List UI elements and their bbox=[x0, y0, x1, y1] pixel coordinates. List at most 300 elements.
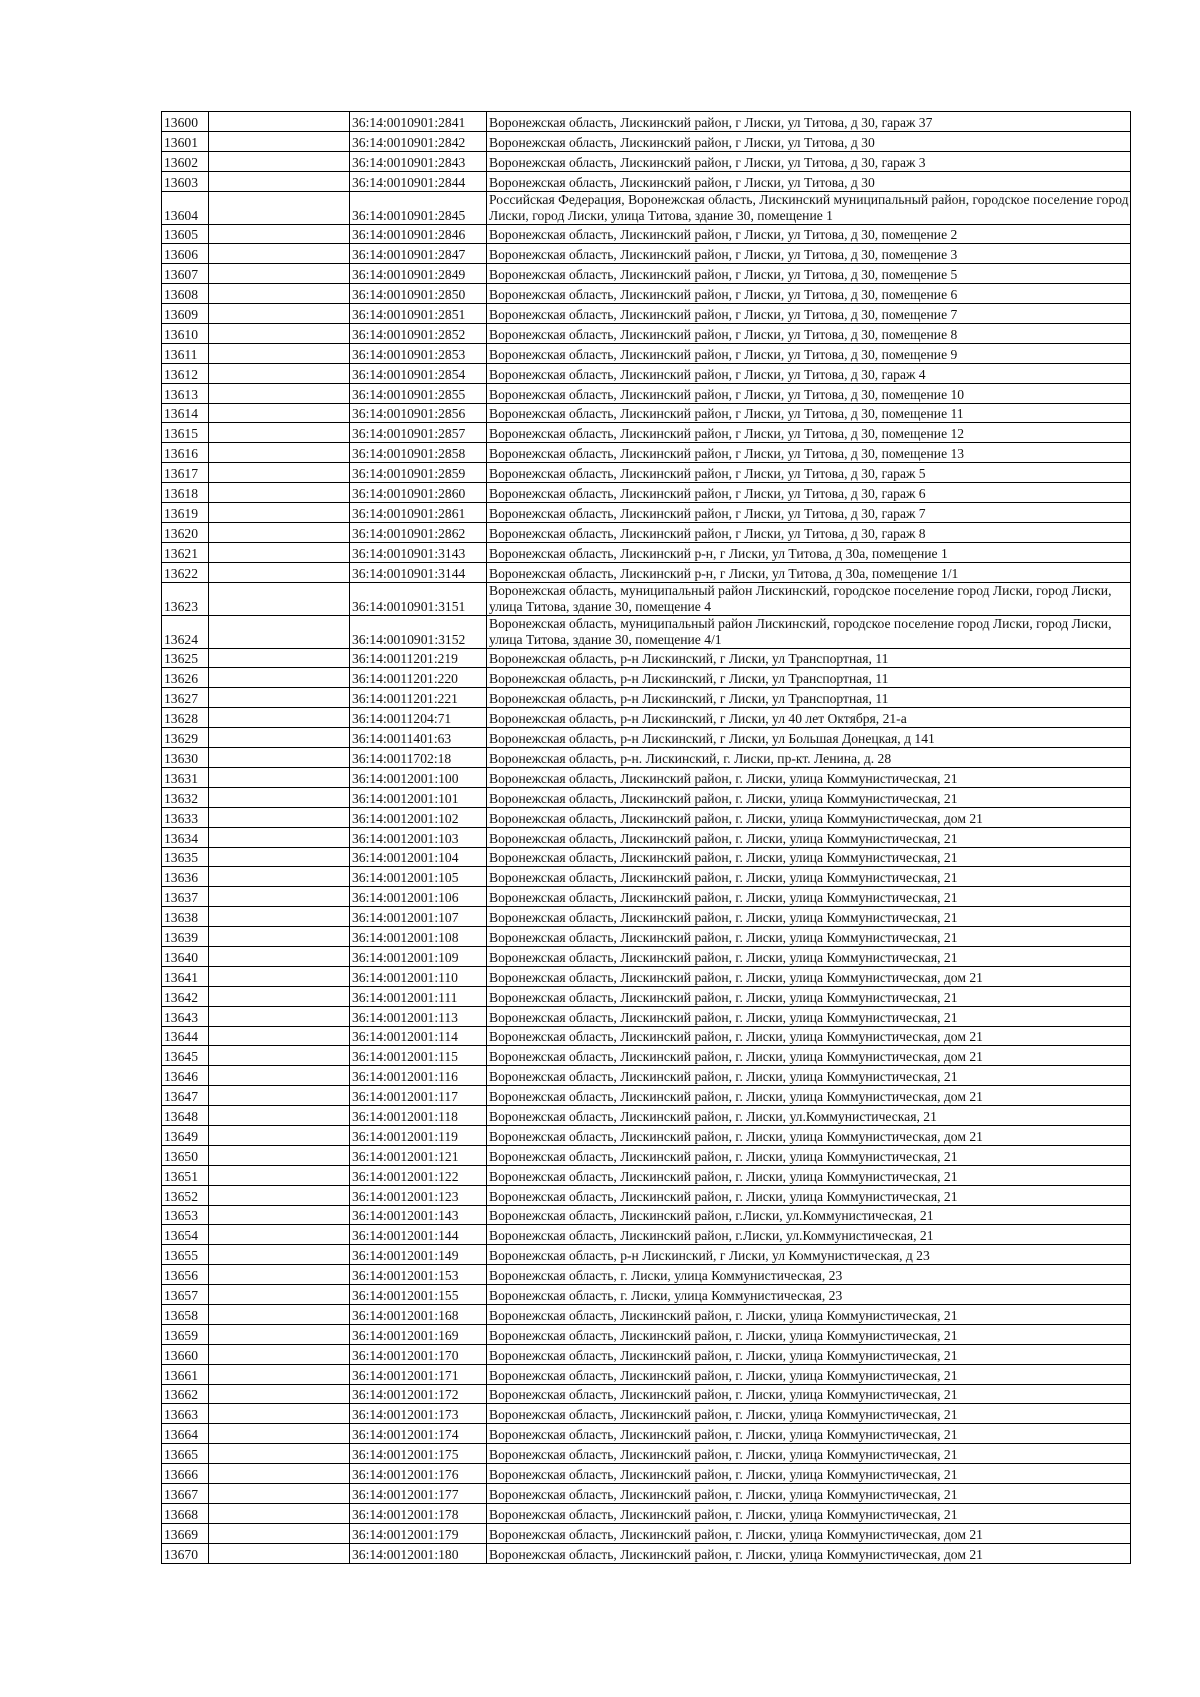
cadastral-number-cell: 36:14:0012001:155 bbox=[350, 1285, 487, 1305]
cadastral-number-cell: 36:14:0010901:2842 bbox=[350, 131, 487, 151]
table-row bbox=[162, 403, 1131, 423]
cadastral-number-cell: 36:14:0010901:2856 bbox=[350, 403, 487, 423]
table-row bbox=[162, 1285, 1131, 1305]
table-row bbox=[162, 668, 1131, 688]
row-number-cell: 13650 bbox=[162, 1145, 209, 1165]
address-cell: Воронежская область, Лискинский район, г. Лиски, улица Коммунистическая, 21 bbox=[487, 887, 1131, 907]
table-row bbox=[162, 423, 1131, 443]
table-row bbox=[162, 582, 1131, 615]
table-row bbox=[162, 1484, 1131, 1504]
row-number-cell: 13622 bbox=[162, 562, 209, 582]
row-number-cell: 13619 bbox=[162, 503, 209, 523]
table-row bbox=[162, 131, 1131, 151]
blank-cell bbox=[209, 1066, 350, 1086]
address-cell: Воронежская область, Лискинский район, г. Лиски, ул.Коммунистическая, 21 bbox=[487, 1106, 1131, 1126]
table-row bbox=[162, 1225, 1131, 1245]
table-row bbox=[162, 748, 1131, 768]
address-cell: Воронежская область, Лискинский район, г Лиски, ул Титова, д 30, гараж 7 bbox=[487, 503, 1131, 523]
blank-cell bbox=[209, 363, 350, 383]
address-cell: Воронежская область, Лискинский район, г Лиски, ул Титова, д 30, помещение 3 bbox=[487, 244, 1131, 264]
address-cell: Воронежская область, Лискинский район, г. Лиски, улица Коммунистическая, 21 bbox=[487, 1344, 1131, 1364]
table-row bbox=[162, 986, 1131, 1006]
blank-cell bbox=[209, 1185, 350, 1205]
row-number-cell: 13643 bbox=[162, 1006, 209, 1026]
address-cell: Воронежская область, Лискинский район, г. Лиски, улица Коммунистическая, 21 bbox=[487, 1464, 1131, 1484]
row-number-cell: 13631 bbox=[162, 767, 209, 787]
blank-cell bbox=[209, 1245, 350, 1265]
row-number-cell: 13668 bbox=[162, 1503, 209, 1523]
address-cell: Воронежская область, Лискинский район, г Лиски, ул Титова, д 30, помещение 5 bbox=[487, 264, 1131, 284]
address-cell: Воронежская область, Лискинский район, г. Лиски, улица Коммунистическая, 21 bbox=[487, 907, 1131, 927]
blank-cell bbox=[209, 423, 350, 443]
table-row bbox=[162, 1086, 1131, 1106]
row-number-cell: 13613 bbox=[162, 383, 209, 403]
address-cell: Воронежская область, Лискинский район, г. Лиски, улица Коммунистическая, 21 bbox=[487, 1404, 1131, 1424]
table-row bbox=[162, 324, 1131, 344]
blank-cell bbox=[209, 1265, 350, 1285]
row-number-cell: 13623 bbox=[162, 582, 209, 615]
row-number-cell: 13635 bbox=[162, 847, 209, 867]
cadastral-number-cell: 36:14:0010901:2843 bbox=[350, 151, 487, 171]
address-cell: Воронежская область, Лискинский район, г. Лиски, улица Коммунистическая, 21 bbox=[487, 767, 1131, 787]
blank-cell bbox=[209, 264, 350, 284]
row-number-cell: 13608 bbox=[162, 284, 209, 304]
address-cell: Воронежская область, муниципальный район Лискинский, городское поселение город Лиски, город Лиски, улица Титова, здание 30, помещение 4/1 bbox=[487, 615, 1131, 648]
address-cell: Воронежская область, Лискинский район, г. Лиски, улица Коммунистическая, 21 bbox=[487, 1484, 1131, 1504]
address-cell: Воронежская область, Лискинский район, г. Лиски, улица Коммунистическая, 21 bbox=[487, 1185, 1131, 1205]
address-cell: Воронежская область, Лискинский район, г Лиски, ул Титова, д 30, гараж 3 bbox=[487, 151, 1131, 171]
cadastral-number-cell: 36:14:0012001:123 bbox=[350, 1185, 487, 1205]
cadastral-number-cell: 36:14:0012001:108 bbox=[350, 927, 487, 947]
table-row bbox=[162, 1145, 1131, 1165]
cadastral-number-cell: 36:14:0012001:179 bbox=[350, 1523, 487, 1543]
address-cell: Воронежская область, Лискинский район, г. Лиски, улица Коммунистическая, 21 bbox=[487, 1165, 1131, 1185]
table-row bbox=[162, 927, 1131, 947]
row-number-cell: 13605 bbox=[162, 224, 209, 244]
table-row bbox=[162, 1106, 1131, 1126]
blank-cell bbox=[209, 483, 350, 503]
blank-cell bbox=[209, 1304, 350, 1324]
cadastral-number-cell: 36:14:0012001:149 bbox=[350, 1245, 487, 1265]
table-row bbox=[162, 1324, 1131, 1344]
table-row bbox=[162, 1026, 1131, 1046]
cadastral-number-cell: 36:14:0010901:2854 bbox=[350, 363, 487, 383]
row-number-cell: 13614 bbox=[162, 403, 209, 423]
blank-cell bbox=[209, 542, 350, 562]
table-row bbox=[162, 1543, 1131, 1563]
blank-cell bbox=[209, 1543, 350, 1563]
row-number-cell: 13669 bbox=[162, 1523, 209, 1543]
blank-cell bbox=[209, 688, 350, 708]
address-cell: Воронежская область, Лискинский район, г. Лиски, улица Коммунистическая, дом 21 bbox=[487, 1523, 1131, 1543]
blank-cell bbox=[209, 1026, 350, 1046]
cadastral-number-cell: 36:14:0010901:3143 bbox=[350, 542, 487, 562]
cadastral-number-cell: 36:14:0010901:3151 bbox=[350, 582, 487, 615]
row-number-cell: 13612 bbox=[162, 363, 209, 383]
blank-cell bbox=[209, 1046, 350, 1066]
table-row bbox=[162, 1404, 1131, 1424]
row-number-cell: 13653 bbox=[162, 1205, 209, 1225]
cadastral-number-cell: 36:14:0012001:110 bbox=[350, 966, 487, 986]
cadastral-number-cell: 36:14:0012001:114 bbox=[350, 1026, 487, 1046]
address-cell: Воронежская область, р-н Лискинский, г Лиски, ул Коммунистическая, д 23 bbox=[487, 1245, 1131, 1265]
row-number-cell: 13633 bbox=[162, 807, 209, 827]
cadastral-number-cell: 36:14:0012001:101 bbox=[350, 787, 487, 807]
cadastral-number-cell: 36:14:0012001:170 bbox=[350, 1344, 487, 1364]
cadastral-number-cell: 36:14:0010901:2851 bbox=[350, 304, 487, 324]
table-row bbox=[162, 887, 1131, 907]
blank-cell bbox=[209, 986, 350, 1006]
address-cell: Воронежская область, Лискинский район, г Лиски, ул Титова, д 30, гараж 37 bbox=[487, 112, 1131, 132]
table-row bbox=[162, 688, 1131, 708]
row-number-cell: 13636 bbox=[162, 867, 209, 887]
row-number-cell: 13626 bbox=[162, 668, 209, 688]
address-cell: Воронежская область, Лискинский район, г. Лиски, улица Коммунистическая, дом 21 bbox=[487, 807, 1131, 827]
blank-cell bbox=[209, 1324, 350, 1344]
address-cell: Воронежская область, Лискинский р-н, г Лиски, ул Титова, д 30а, помещение 1 bbox=[487, 542, 1131, 562]
blank-cell bbox=[209, 171, 350, 191]
address-cell: Воронежская область, Лискинский район, г Лиски, ул Титова, д 30, гараж 5 bbox=[487, 463, 1131, 483]
row-number-cell: 13665 bbox=[162, 1444, 209, 1464]
address-cell: Воронежская область, Лискинский район, г Лиски, ул Титова, д 30, гараж 8 bbox=[487, 522, 1131, 542]
table-row bbox=[162, 1205, 1131, 1225]
cadastral-number-cell: 36:14:0010901:2850 bbox=[350, 284, 487, 304]
blank-cell bbox=[209, 748, 350, 768]
address-cell: Воронежская область, Лискинский район, г. Лиски, улица Коммунистическая, 21 bbox=[487, 1324, 1131, 1344]
blank-cell bbox=[209, 1484, 350, 1504]
row-number-cell: 13654 bbox=[162, 1225, 209, 1245]
address-cell: Воронежская область, Лискинский район, г. Лиски, улица Коммунистическая, 21 bbox=[487, 946, 1131, 966]
address-cell: Воронежская область, Лискинский район, г. Лиски, улица Коммунистическая, 21 bbox=[487, 847, 1131, 867]
cadastral-number-cell: 36:14:0010901:2862 bbox=[350, 522, 487, 542]
blank-cell bbox=[209, 1503, 350, 1523]
row-number-cell: 13616 bbox=[162, 443, 209, 463]
table-row bbox=[162, 1424, 1131, 1444]
table-row bbox=[162, 1304, 1131, 1324]
table-row bbox=[162, 1384, 1131, 1404]
row-number-cell: 13644 bbox=[162, 1026, 209, 1046]
table-row bbox=[162, 1006, 1131, 1026]
table-row bbox=[162, 767, 1131, 787]
blank-cell bbox=[209, 112, 350, 132]
table-row bbox=[162, 304, 1131, 324]
cadastral-number-cell: 36:14:0012001:180 bbox=[350, 1543, 487, 1563]
blank-cell bbox=[209, 522, 350, 542]
blank-cell bbox=[209, 443, 350, 463]
table-row bbox=[162, 1523, 1131, 1543]
row-number-cell: 13660 bbox=[162, 1344, 209, 1364]
cadastral-number-cell: 36:14:0010901:2841 bbox=[350, 112, 487, 132]
address-cell: Воронежская область, Лискинский район, г. Лиски, улица Коммунистическая, 21 bbox=[487, 787, 1131, 807]
table-row bbox=[162, 1444, 1131, 1464]
address-cell: Воронежская область, Лискинский район, г Лиски, ул Титова, д 30, помещение 9 bbox=[487, 343, 1131, 363]
table-row bbox=[162, 171, 1131, 191]
table-row bbox=[162, 728, 1131, 748]
address-cell: Воронежская область, Лискинский район, г Лиски, ул Титова, д 30, помещение 8 bbox=[487, 324, 1131, 344]
cadastral-number-cell: 36:14:0012001:171 bbox=[350, 1364, 487, 1384]
row-number-cell: 13630 bbox=[162, 748, 209, 768]
row-number-cell: 13637 bbox=[162, 887, 209, 907]
address-cell: Воронежская область, Лискинский район, г Лиски, ул Титова, д 30, помещение 7 bbox=[487, 304, 1131, 324]
cadastral-number-cell: 36:14:0012001:174 bbox=[350, 1424, 487, 1444]
table-row bbox=[162, 1185, 1131, 1205]
cadastral-number-cell: 36:14:0012001:117 bbox=[350, 1086, 487, 1106]
blank-cell bbox=[209, 827, 350, 847]
table-row bbox=[162, 907, 1131, 927]
address-cell: Воронежская область, Лискинский район, г. Лиски, улица Коммунистическая, дом 21 bbox=[487, 1543, 1131, 1563]
blank-cell bbox=[209, 1344, 350, 1364]
row-number-cell: 13601 bbox=[162, 131, 209, 151]
row-number-cell: 13642 bbox=[162, 986, 209, 1006]
table-row bbox=[162, 807, 1131, 827]
row-number-cell: 13646 bbox=[162, 1066, 209, 1086]
blank-cell bbox=[209, 648, 350, 668]
cadastral-number-cell: 36:14:0012001:175 bbox=[350, 1444, 487, 1464]
table-row bbox=[162, 648, 1131, 668]
address-cell: Воронежская область, р-н Лискинский, г Лиски, ул Транспортная, 11 bbox=[487, 648, 1131, 668]
address-cell: Воронежская область, Лискинский район, г. Лиски, улица Коммунистическая, 21 bbox=[487, 1384, 1131, 1404]
address-cell: Воронежская область, Лискинский район, г. Лиски, улица Коммунистическая, дом 21 bbox=[487, 1125, 1131, 1145]
address-cell: Воронежская область, Лискинский район, г. Лиски, улица Коммунистическая, дом 21 bbox=[487, 966, 1131, 986]
table-row bbox=[162, 847, 1131, 867]
table-row bbox=[162, 615, 1131, 648]
table-row bbox=[162, 946, 1131, 966]
blank-cell bbox=[209, 284, 350, 304]
blank-cell bbox=[209, 907, 350, 927]
table-row bbox=[162, 483, 1131, 503]
address-cell: Воронежская область, р-н Лискинский, г Лиски, ул 40 лет Октября, 21-а bbox=[487, 708, 1131, 728]
blank-cell bbox=[209, 787, 350, 807]
table-row bbox=[162, 343, 1131, 363]
table-row bbox=[162, 1344, 1131, 1364]
row-number-cell: 13604 bbox=[162, 191, 209, 224]
blank-cell bbox=[209, 767, 350, 787]
row-number-cell: 13658 bbox=[162, 1304, 209, 1324]
row-number-cell: 13670 bbox=[162, 1543, 209, 1563]
row-number-cell: 13657 bbox=[162, 1285, 209, 1305]
row-number-cell: 13640 bbox=[162, 946, 209, 966]
address-cell: Воронежская область, Лискинский район, г. Лиски, улица Коммунистическая, 21 bbox=[487, 1304, 1131, 1324]
address-cell: Воронежская область, Лискинский район, г.Лиски, ул.Коммунистическая, 21 bbox=[487, 1205, 1131, 1225]
row-number-cell: 13600 bbox=[162, 112, 209, 132]
row-number-cell: 13621 bbox=[162, 542, 209, 562]
row-number-cell: 13611 bbox=[162, 343, 209, 363]
blank-cell bbox=[209, 1404, 350, 1424]
address-cell: Воронежская область, Лискинский район, г. Лиски, улица Коммунистическая, 21 bbox=[487, 1066, 1131, 1086]
blank-cell bbox=[209, 131, 350, 151]
address-cell: Воронежская область, Лискинский район, г Лиски, ул Титова, д 30, помещение 10 bbox=[487, 383, 1131, 403]
row-number-cell: 13652 bbox=[162, 1185, 209, 1205]
address-cell: Российская Федерация, Воронежская область, Лискинский муниципальный район, городское поселение город Лиски, город Лиски, улица Титова, здание 30, помещение 1 bbox=[487, 191, 1131, 224]
blank-cell bbox=[209, 1006, 350, 1026]
cadastral-number-cell: 36:14:0010901:2844 bbox=[350, 171, 487, 191]
blank-cell bbox=[209, 463, 350, 483]
cadastral-number-cell: 36:14:0010901:2861 bbox=[350, 503, 487, 523]
address-cell: Воронежская область, Лискинский район, г Лиски, ул Титова, д 30, помещение 6 bbox=[487, 284, 1131, 304]
row-number-cell: 13664 bbox=[162, 1424, 209, 1444]
table-row bbox=[162, 867, 1131, 887]
table-row bbox=[162, 827, 1131, 847]
blank-cell bbox=[209, 224, 350, 244]
cadastral-number-cell: 36:14:0012001:111 bbox=[350, 986, 487, 1006]
table-row bbox=[162, 463, 1131, 483]
blank-cell bbox=[209, 1364, 350, 1384]
address-cell: Воронежская область, Лискинский район, г. Лиски, улица Коммунистическая, 21 bbox=[487, 927, 1131, 947]
cadastral-number-cell: 36:14:0012001:144 bbox=[350, 1225, 487, 1245]
registry-table-body bbox=[162, 112, 1131, 1564]
blank-cell bbox=[209, 1444, 350, 1464]
table-row bbox=[162, 503, 1131, 523]
blank-cell bbox=[209, 1464, 350, 1484]
cadastral-number-cell: 36:14:0012001:115 bbox=[350, 1046, 487, 1066]
blank-cell bbox=[209, 728, 350, 748]
table-row bbox=[162, 1165, 1131, 1185]
address-cell: Воронежская область, Лискинский район, г. Лиски, улица Коммунистическая, 21 bbox=[487, 1006, 1131, 1026]
row-number-cell: 13638 bbox=[162, 907, 209, 927]
row-number-cell: 13629 bbox=[162, 728, 209, 748]
blank-cell bbox=[209, 1165, 350, 1185]
blank-cell bbox=[209, 1125, 350, 1145]
address-cell: Воронежская область, г. Лиски, улица Коммунистическая, 23 bbox=[487, 1265, 1131, 1285]
row-number-cell: 13625 bbox=[162, 648, 209, 668]
blank-cell bbox=[209, 582, 350, 615]
table-row bbox=[162, 383, 1131, 403]
cadastral-number-cell: 36:14:0010901:2860 bbox=[350, 483, 487, 503]
row-number-cell: 13615 bbox=[162, 423, 209, 443]
address-cell: Воронежская область, Лискинский район, г Лиски, ул Титова, д 30, гараж 4 bbox=[487, 363, 1131, 383]
cadastral-number-cell: 36:14:0012001:109 bbox=[350, 946, 487, 966]
blank-cell bbox=[209, 191, 350, 224]
row-number-cell: 13639 bbox=[162, 927, 209, 947]
row-number-cell: 13603 bbox=[162, 171, 209, 191]
address-cell: Воронежская область, Лискинский район, г Лиски, ул Титова, д 30, гараж 6 bbox=[487, 483, 1131, 503]
blank-cell bbox=[209, 1145, 350, 1165]
cadastral-number-cell: 36:14:0012001:116 bbox=[350, 1066, 487, 1086]
table-row bbox=[162, 151, 1131, 171]
address-cell: Воронежская область, р-н Лискинский, г Лиски, ул Транспортная, 11 bbox=[487, 688, 1131, 708]
table-row bbox=[162, 787, 1131, 807]
cadastral-number-cell: 36:14:0010901:2858 bbox=[350, 443, 487, 463]
table-row bbox=[162, 112, 1131, 132]
row-number-cell: 13609 bbox=[162, 304, 209, 324]
row-number-cell: 13641 bbox=[162, 966, 209, 986]
row-number-cell: 13667 bbox=[162, 1484, 209, 1504]
blank-cell bbox=[209, 615, 350, 648]
address-cell: Воронежская область, Лискинский район, г.Лиски, ул.Коммунистическая, 21 bbox=[487, 1225, 1131, 1245]
blank-cell bbox=[209, 1523, 350, 1543]
cadastral-number-cell: 36:14:0011201:221 bbox=[350, 688, 487, 708]
table-row bbox=[162, 542, 1131, 562]
blank-cell bbox=[209, 927, 350, 947]
row-number-cell: 13662 bbox=[162, 1384, 209, 1404]
blank-cell bbox=[209, 668, 350, 688]
address-cell: Воронежская область, р-н Лискинский, г Лиски, ул Транспортная, 11 bbox=[487, 668, 1131, 688]
address-cell: Воронежская область, Лискинский район, г Лиски, ул Титова, д 30, помещение 2 bbox=[487, 224, 1131, 244]
cadastral-number-cell: 36:14:0012001:143 bbox=[350, 1205, 487, 1225]
cadastral-number-cell: 36:14:0011204:71 bbox=[350, 708, 487, 728]
address-cell: Воронежская область, Лискинский район, г. Лиски, улица Коммунистическая, 21 bbox=[487, 986, 1131, 1006]
blank-cell bbox=[209, 847, 350, 867]
address-cell: Воронежская область, Лискинский район, г. Лиски, улица Коммунистическая, 21 bbox=[487, 827, 1131, 847]
row-number-cell: 13648 bbox=[162, 1106, 209, 1126]
cadastral-number-cell: 36:14:0011401:63 bbox=[350, 728, 487, 748]
address-cell: Воронежская область, Лискинский район, г. Лиски, улица Коммунистическая, 21 bbox=[487, 1444, 1131, 1464]
cadastral-number-cell: 36:14:0010901:2857 bbox=[350, 423, 487, 443]
blank-cell bbox=[209, 304, 350, 324]
table-row bbox=[162, 191, 1131, 224]
table-row bbox=[162, 1046, 1131, 1066]
address-cell: Воронежская область, Лискинский район, г. Лиски, улица Коммунистическая, дом 21 bbox=[487, 1026, 1131, 1046]
blank-cell bbox=[209, 1384, 350, 1404]
blank-cell bbox=[209, 562, 350, 582]
blank-cell bbox=[209, 946, 350, 966]
cadastral-number-cell: 36:14:0012001:177 bbox=[350, 1484, 487, 1504]
cadastral-number-cell: 36:14:0012001:106 bbox=[350, 887, 487, 907]
table-row bbox=[162, 1066, 1131, 1086]
address-cell: Воронежская область, Лискинский район, г Лиски, ул Титова, д 30, помещение 12 bbox=[487, 423, 1131, 443]
cadastral-number-cell: 36:14:0010901:3144 bbox=[350, 562, 487, 582]
row-number-cell: 13656 bbox=[162, 1265, 209, 1285]
cadastral-number-cell: 36:14:0010901:2855 bbox=[350, 383, 487, 403]
cadastral-number-cell: 36:14:0011702:18 bbox=[350, 748, 487, 768]
cadastral-number-cell: 36:14:0010901:2846 bbox=[350, 224, 487, 244]
cadastral-number-cell: 36:14:0010901:2845 bbox=[350, 191, 487, 224]
table-row bbox=[162, 708, 1131, 728]
blank-cell bbox=[209, 966, 350, 986]
address-cell: Воронежская область, Лискинский район, г. Лиски, улица Коммунистическая, 21 bbox=[487, 1424, 1131, 1444]
address-cell: Воронежская область, Лискинский р-н, г Лиски, ул Титова, д 30а, помещение 1/1 bbox=[487, 562, 1131, 582]
row-number-cell: 13606 bbox=[162, 244, 209, 264]
cadastral-number-cell: 36:14:0012001:119 bbox=[350, 1125, 487, 1145]
table-row bbox=[162, 1364, 1131, 1384]
table-row bbox=[162, 284, 1131, 304]
row-number-cell: 13645 bbox=[162, 1046, 209, 1066]
row-number-cell: 13666 bbox=[162, 1464, 209, 1484]
cadastral-number-cell: 36:14:0012001:169 bbox=[350, 1324, 487, 1344]
blank-cell bbox=[209, 708, 350, 728]
row-number-cell: 13632 bbox=[162, 787, 209, 807]
cadastral-number-cell: 36:14:0012001:121 bbox=[350, 1145, 487, 1165]
address-cell: Воронежская область, муниципальный район Лискинский, городское поселение город Лиски, город Лиски, улица Титова, здание 30, помещение 4 bbox=[487, 582, 1131, 615]
table-row bbox=[162, 1245, 1131, 1265]
table-row bbox=[162, 363, 1131, 383]
table-row bbox=[162, 264, 1131, 284]
address-cell: Воронежская область, Лискинский район, г Лиски, ул Титова, д 30, помещение 11 bbox=[487, 403, 1131, 423]
address-cell: Воронежская область, Лискинский район, г Лиски, ул Титова, д 30 bbox=[487, 131, 1131, 151]
blank-cell bbox=[209, 1086, 350, 1106]
row-number-cell: 13617 bbox=[162, 463, 209, 483]
blank-cell bbox=[209, 887, 350, 907]
cadastral-number-cell: 36:14:0011201:220 bbox=[350, 668, 487, 688]
cadastral-number-cell: 36:14:0012001:105 bbox=[350, 867, 487, 887]
table-row bbox=[162, 562, 1131, 582]
cadastral-number-cell: 36:14:0012001:178 bbox=[350, 1503, 487, 1523]
address-cell: Воронежская область, г. Лиски, улица Коммунистическая, 23 bbox=[487, 1285, 1131, 1305]
row-number-cell: 13659 bbox=[162, 1324, 209, 1344]
row-number-cell: 13627 bbox=[162, 688, 209, 708]
cadastral-number-cell: 36:14:0011201:219 bbox=[350, 648, 487, 668]
blank-cell bbox=[209, 1106, 350, 1126]
address-cell: Воронежская область, Лискинский район, г. Лиски, улица Коммунистическая, 21 bbox=[487, 1145, 1131, 1165]
row-number-cell: 13602 bbox=[162, 151, 209, 171]
blank-cell bbox=[209, 1424, 350, 1444]
cadastral-number-cell: 36:14:0012001:176 bbox=[350, 1464, 487, 1484]
blank-cell bbox=[209, 151, 350, 171]
cadastral-number-cell: 36:14:0012001:102 bbox=[350, 807, 487, 827]
row-number-cell: 13655 bbox=[162, 1245, 209, 1265]
cadastral-number-cell: 36:14:0012001:172 bbox=[350, 1384, 487, 1404]
blank-cell bbox=[209, 807, 350, 827]
